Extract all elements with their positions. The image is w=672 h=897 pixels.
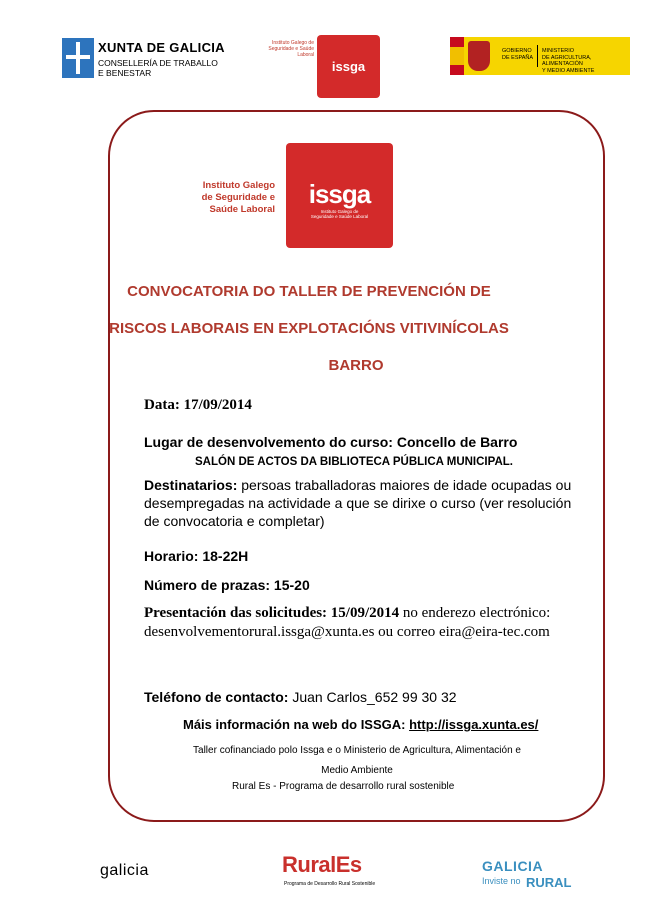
issga-logo	[286, 143, 393, 248]
title-line-3: BARRO	[328, 357, 384, 374]
audience-paragraph: Destinatarios: persoas traballadoras maiores de idade ocupadas ou desempregadas na actividade a que se dirixe o curso (ver resolución de convocatoria e completar)	[144, 477, 572, 529]
contact-line: Teléfono de contacto: Juan Carlos_652 99 30 32	[144, 689, 457, 705]
rural-es-logo	[282, 852, 384, 892]
issga-small-logo: issga	[317, 35, 380, 98]
ministerio-text: MINISTERIO DE AGRICULTURA, ALIMENTACIÓN Y MEDIO AMBIENTE	[542, 48, 595, 74]
xunta-logo	[62, 38, 232, 82]
rural-es-logo-word: RuralEs	[282, 852, 362, 877]
date-line: Data: 17/09/2014	[144, 397, 252, 413]
issga-small-caption: Instituto Galego de Seguridade e Saúde Laboral	[268, 40, 314, 58]
venue-line: SALÓN DE ACTOS DA BIBLIOTECA PÚBLICA MUNICIPAL.	[195, 456, 513, 468]
xunta-title: XUNTA DE GALICIA	[98, 40, 225, 55]
coat-of-arms-icon	[468, 41, 490, 71]
location-line: Lugar de desenvolvemento do curso: Concello de Barro	[144, 434, 518, 450]
gobierno-text: GOBIERNO DE ESPAÑA	[502, 48, 534, 61]
issga-caption: Instituto Galego de Seguridade e Saúde Laboral	[201, 180, 275, 215]
places-line: Número de prazas: 15-20	[144, 577, 310, 593]
issga-logo-word: issga	[308, 179, 371, 209]
issga-website-link[interactable]: http://issga.xunta.es/	[409, 717, 539, 732]
rural-es-logo-sub: Programa de Desarrollo Rural Sostenible	[284, 881, 376, 887]
title-line-1: CONVOCATORIA DO TALLER DE PREVENCIÓN DE	[127, 283, 491, 300]
rural-es-note: Rural Es - Programa de desarrollo rural sostenible	[232, 781, 455, 792]
galicia-logo: galicia	[100, 862, 149, 879]
cofinancing-note: Taller cofinanciado polo Issga e o Ministerio de Agricultura, Alimentación e Medio Ambiente	[193, 745, 521, 776]
application-paragraph: Presentación das solicitudes: 15/09/2014 no enderezo electrónico: desenvolvementorural.issga@xunta.es ou correo eira@eira-tec.com	[144, 605, 551, 640]
title-line-2: RISCOS LABORAIS EN EXPLOTACIÓNS VITIVINÍCOLAS	[109, 320, 509, 337]
issga-logo-sub: Instituto Galego de Seguridade e Saúde Laboral	[310, 209, 369, 219]
xunta-dept: CONSELLERÍA DE TRABALLO E BENESTAR	[98, 58, 218, 78]
gobierno-logo	[450, 37, 630, 75]
spain-flag-icon	[450, 37, 464, 75]
schedule-line: Horario: 18-22H	[144, 548, 249, 564]
galicia-flag-icon	[62, 38, 94, 78]
more-info-line: Máis información na web do ISSGA: http://issga.xunta.es/	[183, 717, 539, 732]
